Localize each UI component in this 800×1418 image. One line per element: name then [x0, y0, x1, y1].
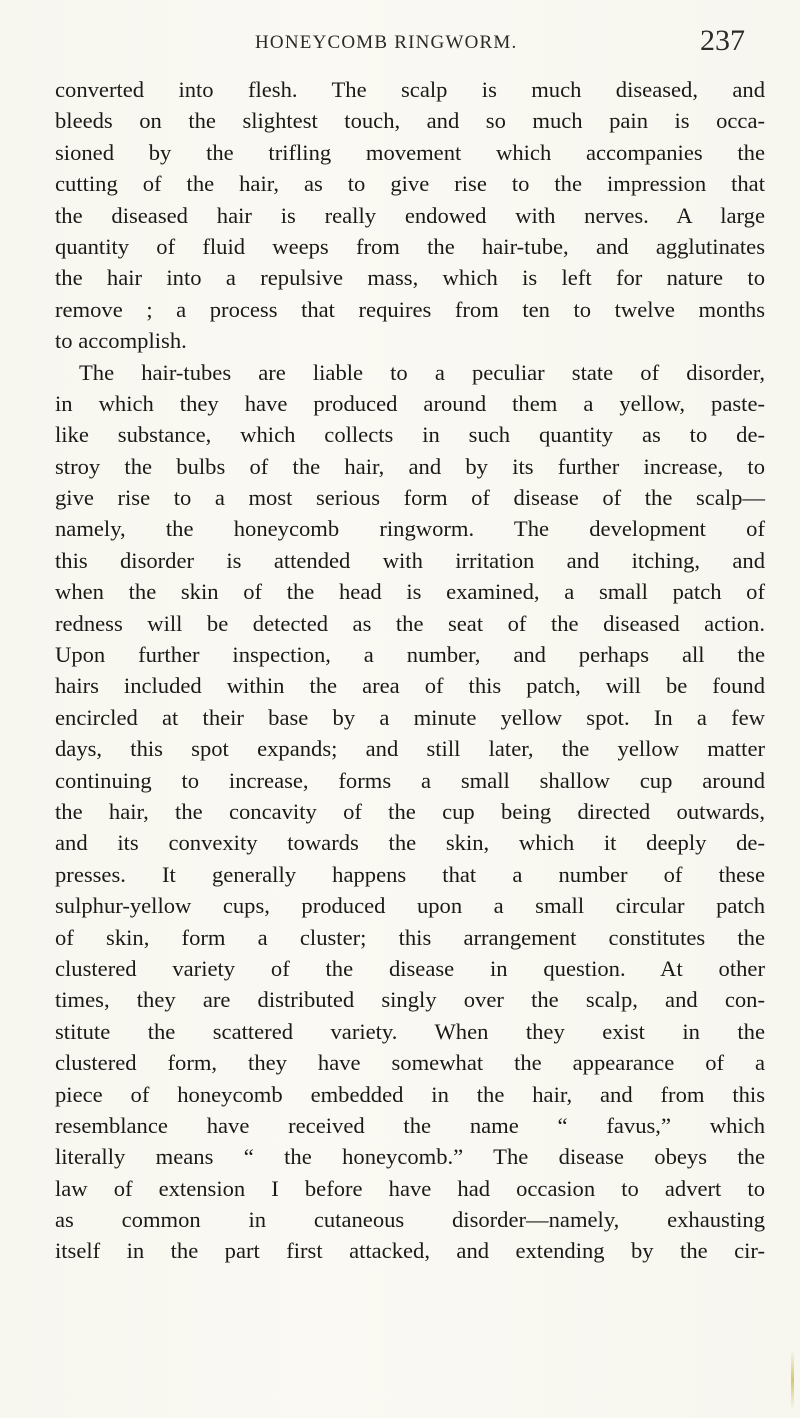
text-line: clustered form, they have somewhat the appearance of a [55, 1050, 765, 1076]
text-line: law of extension I before have had occasion to advert to [55, 1175, 765, 1201]
text-line: remove ; a process that requires from ten to twelve months [55, 296, 765, 322]
text-line: The hair-tubes are liable to a peculiar state of disorder, [79, 359, 765, 385]
text-line: to accomplish. [55, 328, 187, 354]
text-line: bleeds on the slightest touch, and so much pain is occa- [55, 108, 765, 134]
text-line: in which they have produced around them a yellow, paste- [55, 390, 765, 416]
text-line: clustered variety of the disease in question. At other [55, 955, 765, 981]
text-line: stroy the bulbs of the hair, and by its further increase, to [55, 453, 765, 479]
text-line: cutting of the hair, as to give rise to the impression that [55, 171, 765, 197]
text-line: quantity of fluid weeps from the hair-tube, and agglutinates [55, 233, 765, 259]
text-line: sulphur-yellow cups, produced upon a small circular patch [55, 893, 765, 919]
body-text [55, 74, 765, 1267]
running-head-title: HONEYCOMB RINGWORM. [255, 32, 518, 53]
text-line: redness will be detected as the seat of the diseased action. [55, 610, 765, 636]
text-line: give rise to a most serious form of disease of the scalp— [55, 485, 765, 511]
page-number: 237 [700, 24, 745, 57]
text-line: this disorder is attended with irritation and itching, and [55, 547, 765, 573]
text-line: converted into flesh. The scalp is much diseased, and [55, 77, 765, 102]
text-line: continuing to increase, forms a small shallow cup around [55, 767, 765, 793]
running-head [0, 20, 800, 60]
text-line: the hair into a repulsive mass, which is left for nature to [55, 265, 765, 291]
text-line: of skin, form a cluster; this arrangement constitutes the [55, 924, 765, 950]
text-line: namely, the honeycomb ringworm. The development of [55, 516, 765, 542]
text-line: like substance, which collects in such quantity as to de- [55, 422, 765, 448]
text-line: times, they are distributed singly over the scalp, and con- [55, 987, 765, 1013]
text-line: piece of honeycomb embedded in the hair, and from this [55, 1081, 765, 1107]
text-line: encircled at their base by a minute yellow spot. In a few [55, 704, 765, 730]
text-line: Upon further inspection, a number, and perhaps all the [55, 642, 765, 668]
text-line: the hair, the concavity of the cup being directed outwards, [55, 798, 765, 824]
paragraph-1 [55, 74, 765, 357]
text-line: itself in the part first attacked, and extending by the cir- [55, 1238, 765, 1264]
text-line: presses. It generally happens that a number of these [55, 861, 765, 887]
text-line: literally means “ the honeycomb.” The disease obeys the [55, 1144, 765, 1170]
text-line: resemblance have received the name “ favus,” which [55, 1112, 765, 1138]
text-line: when the skin of the head is examined, a small patch of [55, 579, 765, 605]
text-line: sioned by the trifling movement which accompanies the [55, 139, 765, 165]
text-line: days, this spot expands; and still later, the yellow matter [55, 736, 765, 762]
paragraph-2 [55, 357, 765, 1267]
text-line: stitute the scattered variety. When they exist in the [55, 1018, 765, 1044]
text-line: the diseased hair is really endowed with nerves. A large [55, 202, 765, 228]
text-line: hairs included within the area of this patch, will be found [55, 673, 765, 699]
text-line: and its convexity towards the skin, which it deeply de- [55, 830, 765, 856]
page-edge-mark [791, 1350, 794, 1410]
text-line: as common in cutaneous disorder—namely, exhausting [55, 1207, 765, 1233]
